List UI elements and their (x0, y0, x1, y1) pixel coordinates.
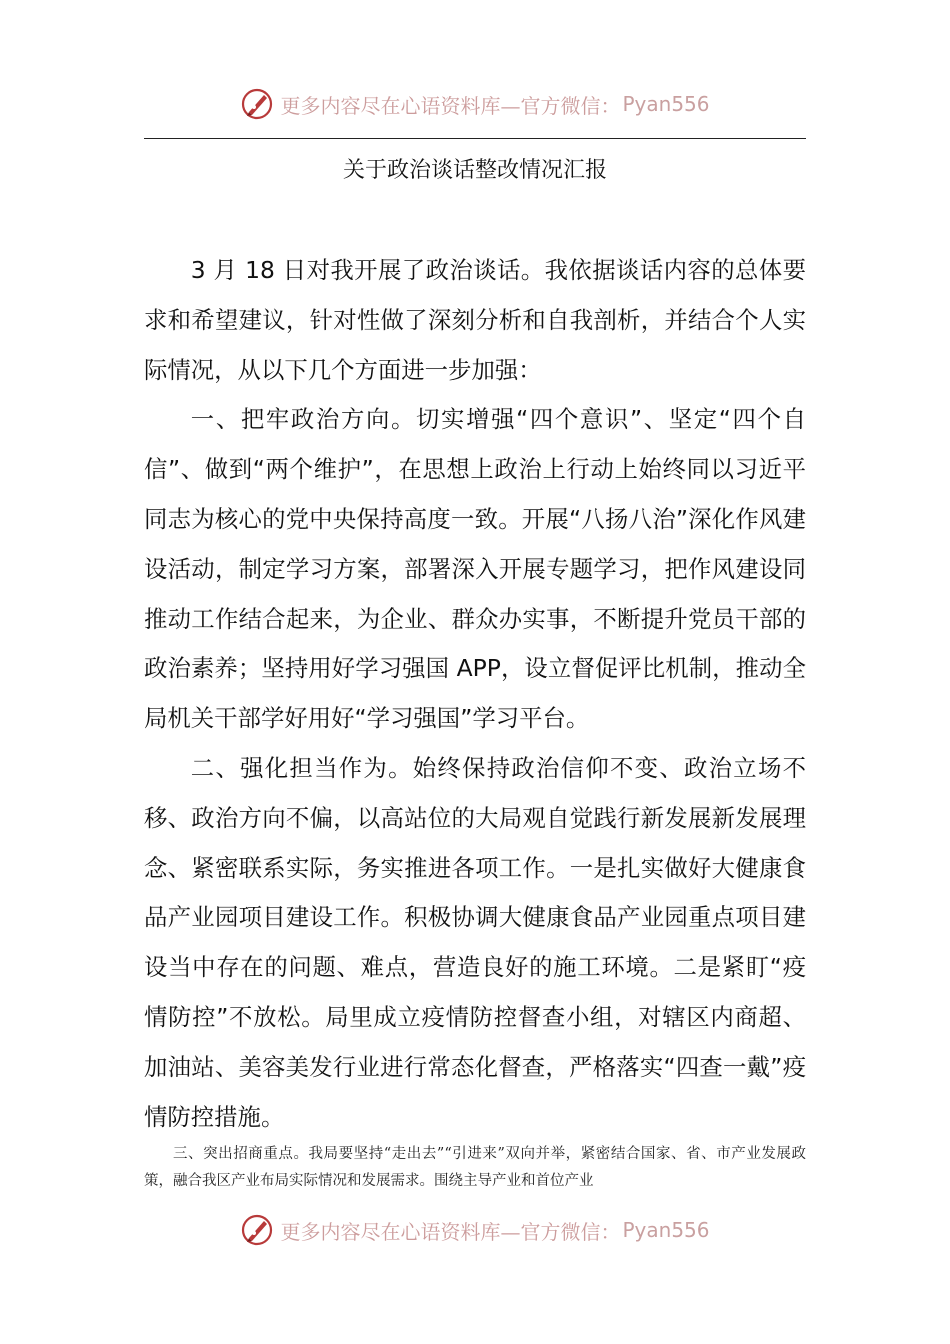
header-divider (144, 138, 806, 139)
watermark-wechat-id: Pyan556 (622, 92, 710, 116)
document-tail (144, 1141, 806, 1195)
paragraph-section-1: 一、把牢政治方向。切实增强“四个意识”、坚定“四个自信”、做到“两个维护”，在思想上政治上行动上始终同以习近平同志为核心的党中央保持高度一致。开展“八扬八治”深化作风建设活动，制定学习方案，部署深入开展专题学习，把作风建设同推动工作结合起来，为企业、群众办实事，不断提升党员干部的政治素养；坚持用好学习强国 APP，设立督促评比机制，推动全局机关干部学好用好“学习强国”学习平台。 (144, 405, 806, 733)
paragraph-intro: 3 月 18 日对我开展了政治谈话。我依据谈话内容的总体要求和希望建议，针对性做了深刻分析和自我剖析，并结合个人实际情况，从以下几个方面进一步加强： (144, 256, 806, 384)
pen-logo-icon (240, 1213, 274, 1247)
header-watermark (0, 84, 950, 124)
footer-watermark (0, 1210, 950, 1250)
watermark-text: 更多内容尽在心语资料库—官方微信： (280, 93, 621, 118)
document-body (144, 246, 806, 1142)
watermark-text: 更多内容尽在心语资料库—官方微信： (280, 1219, 621, 1244)
document-title: 关于政治谈话整改情况汇报 (342, 158, 607, 183)
pen-logo-icon (240, 87, 274, 121)
paragraph-section-3: 三、突出招商重点。我局要坚持“走出去”“引进来”双向并举，紧密结合国家、省、市产业发展政策，融合我区产业布局实际情况和发展需求。围绕主导产业和首位产业 (144, 1146, 806, 1189)
paragraph-section-2: 二、强化担当作为。始终保持政治信仰不变、政治立场不移、政治方向不偏，以高站位的大局观自觉践行新发展新发展理念、紧密联系实际，务实推进各项工作。一是扎实做好大健康食品产业园项目建设工作。积极协调大健康食品产业园重点项目建设当中存在的问题、难点，营造良好的施工环境。二是紧盯“疫情防控”不放松。局里成立疫情防控督查小组，对辖区内商超、加油站、美容美发行业进行常态化督查，严格落实“四查一戴”疫情防控措施。 (144, 753, 806, 1131)
watermark-wechat-id: Pyan556 (622, 1218, 710, 1242)
